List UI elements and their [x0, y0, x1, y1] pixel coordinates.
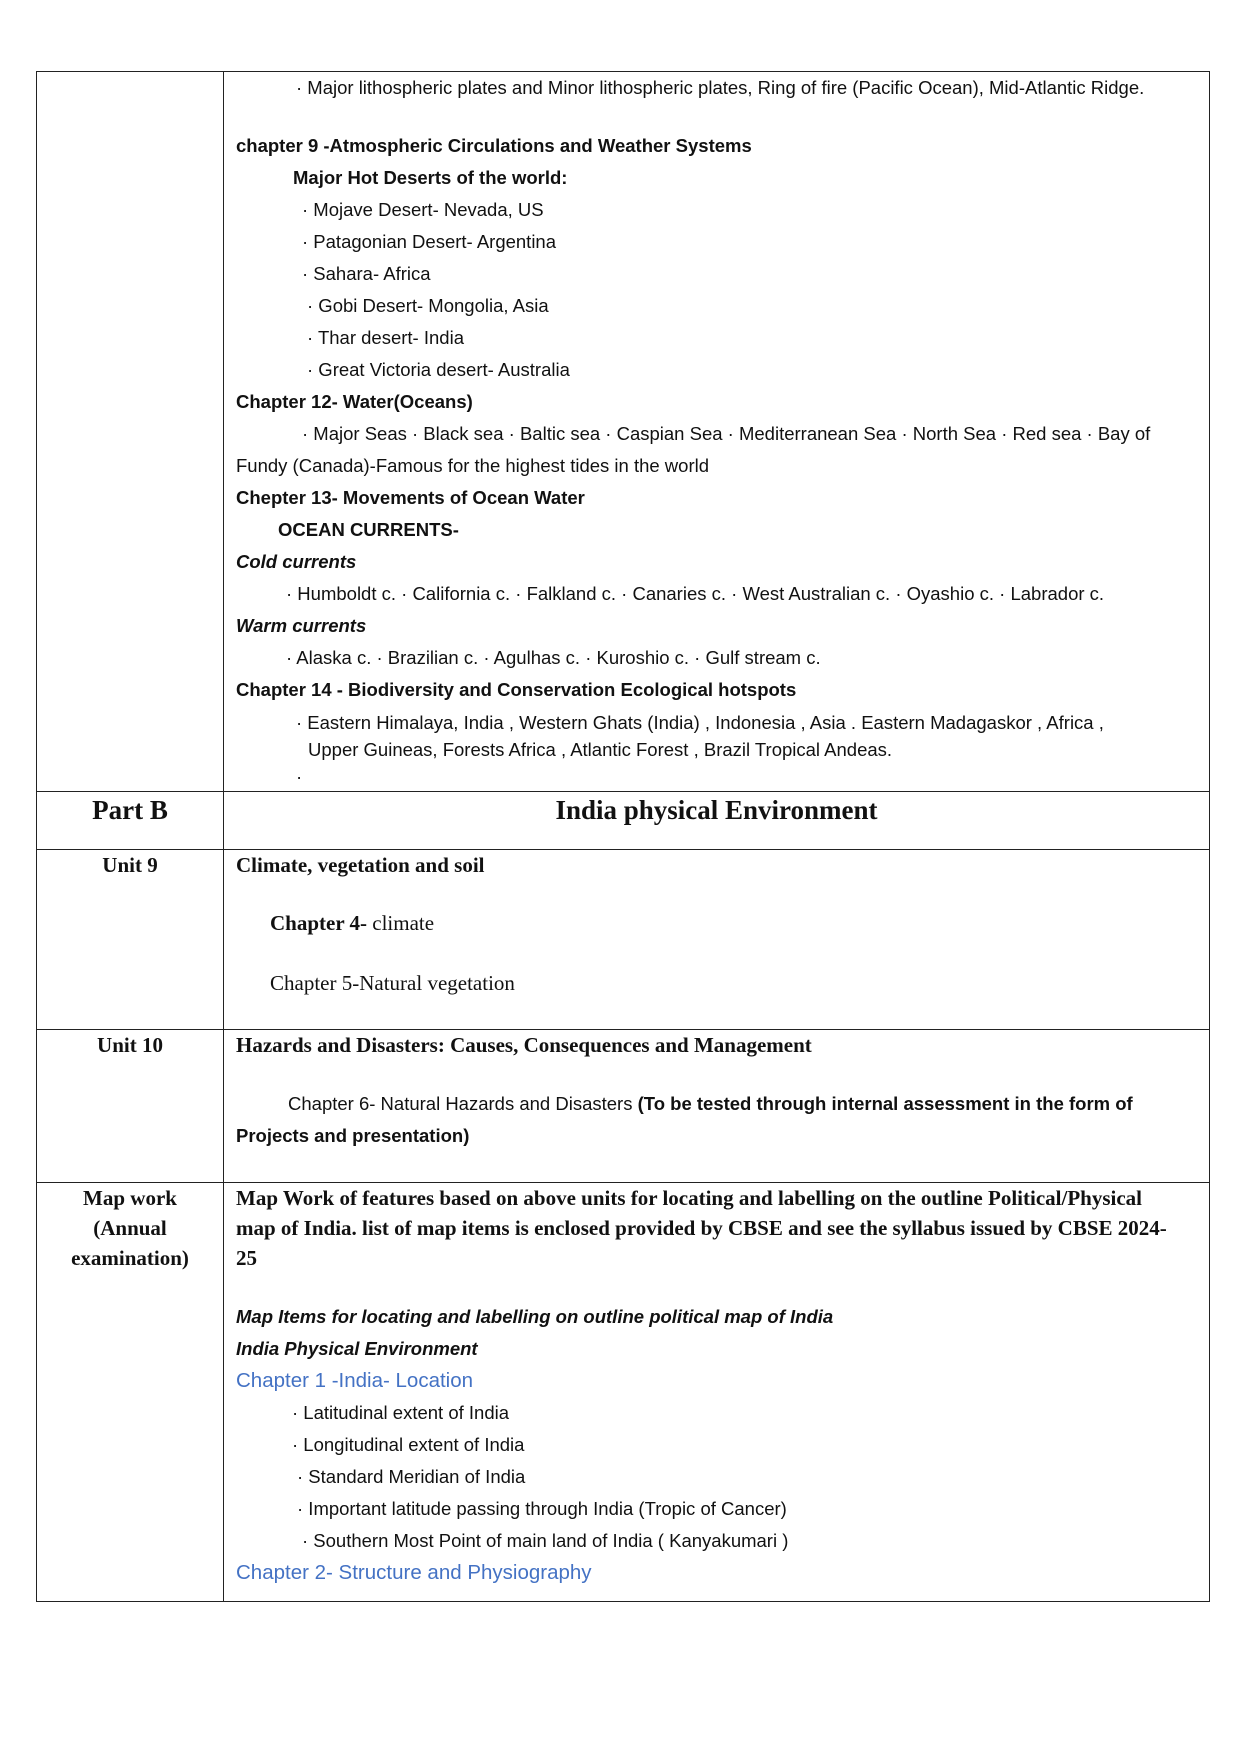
part-b-title: India physical Environment: [555, 795, 878, 825]
chapter-2-link[interactable]: Chapter 2- Structure and Physiography: [236, 1561, 592, 1584]
part-b-title-cell: [224, 792, 1210, 850]
row-unit-9: [37, 850, 1210, 1030]
hot-deserts-heading: Major Hot Deserts of the world:: [293, 167, 568, 188]
chapter-9-title: chapter 9 -Atmospheric Circulations and Weather Systems: [236, 135, 752, 156]
map-work-label-line: Map work: [83, 1186, 177, 1210]
chapter-6-note: (To be tested through internal assessment in the form of Projects and presentation): [236, 1093, 1133, 1146]
unit-9-label-cell: [37, 850, 224, 1030]
map-item: · Important latitude passing through India (Tropic of Cancer): [297, 1498, 787, 1519]
map-work-label-line: examination): [71, 1246, 189, 1270]
map-work-intro: Map Work of features based on above units for locating and labelling on the outline Political/Physical map of India. list of map items is enclosed provided by CBSE and see the syllabus issued by CBSE 2024-25: [236, 1186, 1167, 1270]
desert-item: · Great Victoria desert- Australia: [307, 359, 570, 380]
warm-currents-label: Warm currents: [236, 615, 367, 636]
unit-10-title: Hazards and Disasters: Causes, Consequences and Management: [236, 1033, 812, 1057]
chapter-4-name: climate: [367, 911, 435, 935]
map-items-heading: Map Items for locating and labelling on outline political map of India: [236, 1306, 834, 1327]
cold-currents-list: · Humboldt c. · California c. · Falkland c. · Canaries c. · West Australian c. · Oyashio c. · Labrador c.: [286, 583, 1105, 604]
unit-9-content-cell: [224, 850, 1210, 1030]
warm-currents-list: · Alaska c. · Brazilian c. · Agulhas c. · Kuroshio c. · Gulf stream c.: [286, 647, 821, 668]
unit-10-content-cell: [224, 1030, 1210, 1183]
ocean-currents-heading: OCEAN CURRENTS-: [278, 519, 459, 540]
unit-10-label-cell: [37, 1030, 224, 1183]
chapter-14-title: Chapter 14 - Biodiversity and Conservation Ecological hotspots: [236, 679, 797, 700]
map-item: · Southern Most Point of main land of India ( Kanyakumari ): [302, 1530, 789, 1551]
map-work-content-cell: [224, 1183, 1210, 1602]
row-part-b: [37, 792, 1210, 850]
hotspots-line-2: Upper Guineas, Forests Africa , Atlantic Forest , Brazil Tropical Andeas.: [308, 739, 893, 760]
chapter-4-label: Chapter 4-: [270, 911, 368, 935]
plates-line: · Major lithospheric plates and Minor lithospheric plates, Ring of fire (Pacific Ocean), Mid-Atlantic Ridge.: [296, 77, 1145, 98]
syllabus-table: [36, 71, 1210, 1602]
chapter-1-link[interactable]: Chapter 1 -India- Location: [236, 1369, 474, 1392]
chapter-6-line: [236, 1088, 1193, 1152]
map-work-label-cell: [37, 1183, 224, 1602]
chapter-4-line: [236, 908, 1197, 938]
desert-item: · Gobi Desert- Mongolia, Asia: [307, 295, 549, 316]
chapter-12-title: Chapter 12- Water(Oceans): [236, 391, 473, 412]
desert-item: · Patagonian Desert- Argentina: [302, 231, 557, 252]
map-work-label: [37, 1183, 223, 1273]
row-unit-10: [37, 1030, 1210, 1183]
major-seas-text: · Major Seas · Black sea · Baltic sea · Caspian Sea · Mediterranean Sea · North Sea · Red sea · Bay of Fundy (Canada)-Famous for the highest tides in the world: [236, 423, 1151, 476]
chapter-6-name: Chapter 6- Natural Hazards and Disasters: [288, 1093, 638, 1114]
map-item: · Longitudinal extent of India: [292, 1434, 525, 1455]
chapter-13-title: Chepter 13- Movements of Ocean Water: [236, 487, 585, 508]
map-item: · Latitudinal extent of India: [292, 1402, 510, 1423]
chapter-5-line: Chapter 5-Natural vegetation: [270, 971, 515, 995]
desert-item: · Thar desert- India: [307, 327, 464, 348]
map-work-label-line: (Annual: [93, 1216, 167, 1240]
india-physical-heading: India Physical Environment: [236, 1338, 478, 1359]
row-continuation-label-cell: [37, 72, 224, 792]
row-continuation-content-cell: [224, 72, 1210, 792]
cold-currents-label: Cold currents: [236, 551, 357, 572]
part-b-label-cell: [37, 792, 224, 850]
unit-9-label: Unit 9: [102, 853, 158, 877]
map-item: · Standard Meridian of India: [297, 1466, 526, 1487]
unit-9-title: Climate, vegetation and soil: [236, 853, 485, 877]
part-b-label: Part B: [92, 795, 168, 825]
trailing-bullet: ·: [296, 766, 303, 787]
desert-item: · Mojave Desert- Nevada, US: [302, 199, 544, 220]
hotspots-line-1: · Eastern Himalaya, India , Western Ghats (India) , Indonesia , Asia . Eastern Madagaskor , Africa ,: [296, 712, 1104, 733]
desert-item: · Sahara- Africa: [302, 263, 431, 284]
unit-10-label: Unit 10: [97, 1033, 163, 1057]
row-map-work: [37, 1183, 1210, 1602]
row-continuation: [37, 72, 1210, 792]
